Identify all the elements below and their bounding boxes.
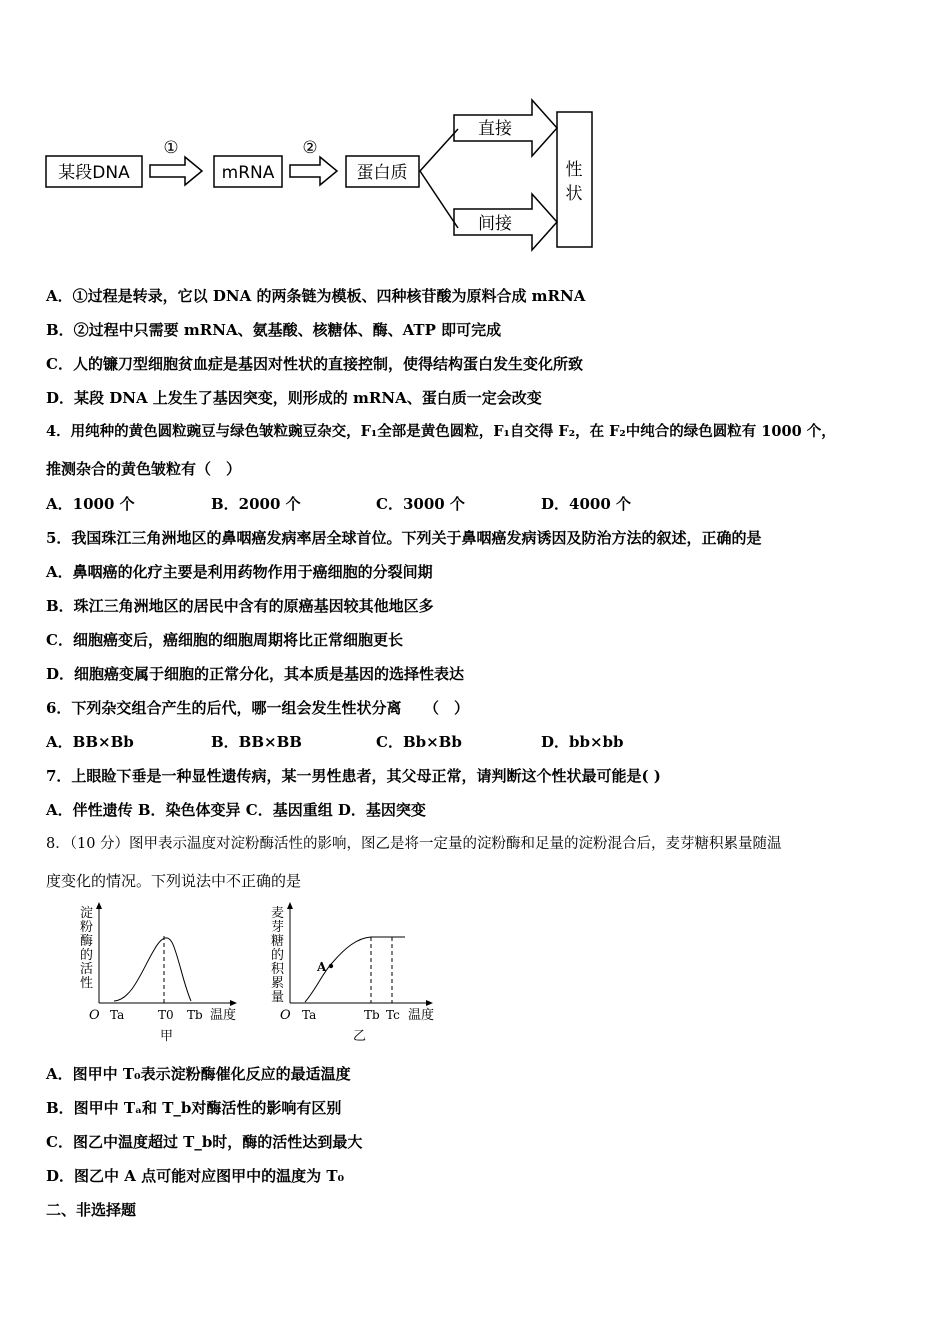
graph-yi-ylabel-char: 的 [271, 948, 285, 963]
graph-jia-y-arrow [96, 902, 102, 909]
graph-jia-caption: 甲 [160, 1029, 174, 1044]
q6-option-d: D．bb×bb [541, 733, 624, 751]
q4-option-a: A．1000 个 [46, 495, 135, 513]
trait-label-1: 性 [565, 160, 583, 180]
arrow-1 [150, 157, 202, 185]
q4-stem-line1: 4．用纯种的黄色圆粒豌豆与绿色皱粒豌豆杂交，F₁全部是黄色圆粒，F₁自交得 F₂，在 F₂中纯合的绿色圆粒有 1000 个， [46, 423, 836, 440]
q5-option-c: C．细胞癌变后，癌细胞的细胞周期将比正常细胞更长 [46, 631, 403, 649]
q8-option-c: C．图乙中温度超过 T_b时，酶的活性达到最大 [46, 1133, 363, 1151]
q3-option-b: B．②过程中只需要 mRNA、氨基酸、核糖体、酶、ATP 即可完成 [46, 321, 502, 339]
graph-jia-curve [114, 938, 191, 1001]
graph-jia-tick-ta: Ta [110, 1008, 125, 1022]
graph-yi-caption: 乙 [353, 1029, 367, 1044]
graph-yi-point-a-label: A [317, 960, 327, 974]
graph-yi-xlabel: 温度 [408, 1008, 435, 1023]
q5-option-a: A．鼻咽癌的化疗主要是利用药物作用于癌细胞的分裂间期 [46, 563, 433, 581]
q8-stem-line1: 8．（10 分）图甲表示温度对淀粉酶活性的影响，图乙是将一定量的淀粉酶和足量的淀粉混合后，麦芽糖积累量随温 [46, 836, 782, 852]
graph-yi-ylabel-char: 芽 [271, 920, 285, 935]
q3-option-a: A．①过程是转录，它以 DNA 的两条链为模板、四种核苷酸为原料合成 mRNA [46, 287, 586, 305]
graph-jia-x-arrow [230, 1000, 237, 1006]
graph-yi-y-arrow [287, 902, 293, 909]
branch-down-line [420, 171, 458, 228]
graph-yi-tick-ta: Ta [302, 1008, 317, 1022]
graph-jia-ylabel-char: 活 [80, 962, 94, 977]
graph-jia-xlabel: 温度 [210, 1008, 237, 1023]
step-1-label: ① [163, 138, 179, 158]
graph-yi-tick-tb: Tb [364, 1008, 380, 1022]
q6-option-a: A．BB×Bb [46, 733, 134, 751]
q8-option-a: A．图甲中 T₀表示淀粉酶催化反应的最适温度 [46, 1065, 351, 1083]
q8-option-d: D．图乙中 A 点可能对应图甲中的温度为 T₀ [46, 1167, 345, 1185]
q3-option-d: D．某段 DNA 上发生了基因突变，则形成的 mRNA、蛋白质一定会改变 [46, 389, 542, 407]
arrow-2 [290, 157, 337, 185]
q5-option-b: B．珠江三角洲地区的居民中含有的原癌基因较其他地区多 [46, 597, 434, 615]
graph-jia-ylabel-char: 的 [80, 948, 94, 963]
graph-jia-ylabel-char: 粉 [80, 920, 94, 935]
graph-jia-ylabel-char: 酶 [80, 934, 94, 949]
q4-stem-line2: 推测杂合的黄色皱粒有（ ） [46, 460, 242, 478]
protein-box-label: 蛋白质 [356, 163, 408, 183]
graph-jia-tick-tb: Tb [187, 1008, 203, 1022]
graph-yi [265, 900, 450, 1050]
indirect-label: 间接 [478, 214, 512, 234]
graph-yi-ylabel-char: 量 [271, 990, 285, 1005]
dna-box-label: 某段DNA [58, 163, 130, 183]
graph-yi-ylabel-char: 累 [271, 976, 285, 991]
section-2-heading: 二、非选择题 [46, 1201, 137, 1219]
q8-option-b: B．图甲中 Tₐ和 T_b对酶活性的影响有区别 [46, 1099, 342, 1117]
q7-stem: 7．上眼睑下垂是一种显性遗传病，某一男性患者，其父母正常，请判断这个性状最可能是( ) [46, 767, 661, 785]
q6-option-b: B．BB×BB [211, 733, 302, 751]
q4-option-b: B．2000 个 [211, 495, 301, 513]
graph-yi-ylabel [271, 905, 285, 1005]
mrna-box-label: mRNA [221, 163, 275, 183]
graph-jia-tick-t0: T0 [158, 1008, 174, 1022]
q4-option-c: C．3000 个 [376, 495, 465, 513]
graph-jia-ylabel-char: 淀 [80, 906, 94, 921]
graph-yi-origin: O [280, 1008, 291, 1023]
graph-jia [74, 900, 249, 1050]
q8-stem-line2: 度变化的情况。下列说法中不正确的是 [46, 872, 302, 890]
q5-stem: 5．我国珠江三角洲地区的鼻咽癌发病率居全球首位。下列关于鼻咽癌发病诱因及防治方法的叙述，正确的是 [46, 529, 762, 547]
graph-yi-point-a [329, 964, 333, 968]
q3-option-c: C．人的镰刀型细胞贫血症是基因对性状的直接控制，使得结构蛋白发生变化所致 [46, 355, 583, 373]
graph-yi-tick-tc: Tc [386, 1008, 400, 1022]
q6-stem: 6．下列杂交组合产生的后代，哪一组会发生性状分离 （ ） [46, 699, 469, 717]
gene-expression-flow-diagram [40, 95, 610, 255]
graph-jia-ylabel-char: 性 [80, 976, 94, 991]
graph-yi-ylabel-char: 积 [271, 962, 285, 977]
graph-jia-ylabel [80, 905, 93, 991]
graph-jia-origin: O [89, 1008, 100, 1023]
q5-option-d: D．细胞癌变属于细胞的正常分化，其本质是基因的选择性表达 [46, 665, 465, 683]
step-2-label: ② [302, 138, 318, 158]
graph-yi-ylabel-char: 糖 [271, 934, 285, 949]
q6-option-c: C．Bb×Bb [376, 733, 462, 751]
graph-yi-x-arrow [426, 1000, 433, 1006]
trait-label-2: 状 [565, 184, 583, 204]
q7-options: A．伴性遗传 B．染色体变异 C．基因重组 D．基因突变 [46, 801, 426, 819]
graph-yi-ylabel-char: 麦 [271, 906, 285, 921]
branch-up-line [420, 129, 458, 171]
direct-label: 直接 [478, 119, 512, 139]
q4-option-d: D．4000 个 [541, 495, 631, 513]
